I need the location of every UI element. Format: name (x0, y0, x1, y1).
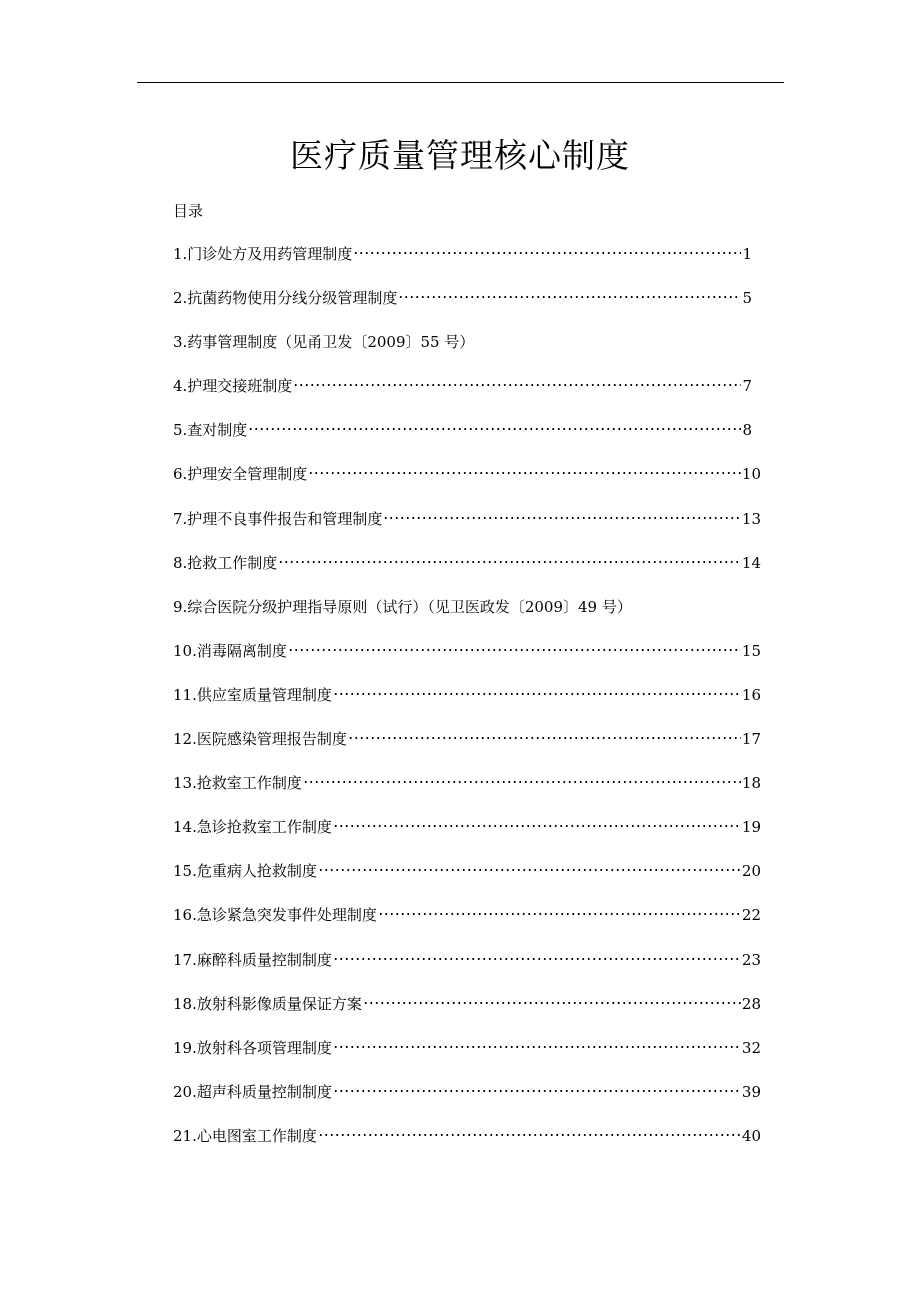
toc-entry[interactable] (173, 419, 752, 463)
toc-entry-label: 8.抢救工作制度 (173, 553, 278, 572)
dot-leader (333, 957, 741, 961)
toc-entry[interactable] (173, 375, 752, 419)
toc-entry[interactable] (173, 331, 773, 375)
dot-leader (318, 868, 741, 872)
toc-entry-page: 23 (741, 950, 761, 969)
toc-entry-label: 9.综合医院分级护理指导原则（试行）（见卫医政发〔2009〕49 号） (173, 597, 632, 616)
toc-entry-page: 32 (741, 1038, 761, 1057)
toc-entry[interactable] (173, 816, 761, 860)
toc-entry-label: 17.麻醉科质量控制制度 (173, 950, 332, 969)
dot-leader (308, 471, 741, 475)
dot-leader (333, 1089, 741, 1093)
toc-entry[interactable] (173, 243, 752, 287)
toc-entry-page: 39 (741, 1082, 761, 1101)
toc-entry-label: 1.门诊处方及用药管理制度 (173, 245, 353, 263)
toc-entry-page: 13 (741, 509, 761, 528)
toc-entry[interactable] (173, 949, 761, 993)
toc-entry[interactable] (173, 463, 761, 507)
dot-leader (333, 824, 741, 828)
dot-leader (378, 912, 741, 916)
dot-leader (288, 648, 741, 652)
toc-entry-page: 20 (741, 862, 761, 881)
toc-entry[interactable] (173, 287, 752, 331)
toc-entry-label: 12.医院感染管理报告制度 (173, 730, 347, 749)
dot-leader (333, 692, 741, 696)
header-rule (137, 82, 784, 83)
toc-entry-page: 40 (741, 1126, 761, 1145)
toc-entry-page: 28 (741, 994, 761, 1013)
toc-entry-label: 5.查对制度 (173, 421, 248, 440)
toc-entry-page: 16 (741, 685, 761, 704)
toc-entry[interactable] (173, 1037, 761, 1081)
dot-leader (248, 427, 741, 431)
dot-leader (333, 1045, 741, 1049)
toc-entry-page: 1 (742, 245, 752, 263)
toc-entry-label: 21.心电图室工作制度 (173, 1126, 317, 1145)
toc-entry-page: 17 (741, 730, 761, 749)
toc-entry[interactable] (173, 508, 761, 552)
toc-entry-label: 16.急诊紧急突发事件处理制度 (173, 906, 377, 925)
toc-entry-page: 10 (741, 465, 761, 484)
toc-entry-page: 7 (742, 377, 752, 396)
toc-heading: 目录 (173, 202, 204, 220)
toc-entry[interactable] (173, 904, 761, 948)
dot-leader (363, 1001, 741, 1005)
toc-entry-label: 7.护理不良事件报告和管理制度 (173, 509, 383, 528)
toc-entry-page: 15 (741, 641, 761, 660)
dot-leader (278, 560, 741, 564)
dot-leader (383, 516, 741, 520)
dot-leader (348, 736, 741, 740)
toc-entry-page: 22 (741, 906, 761, 925)
dot-leader (318, 1133, 741, 1137)
toc-entry-label: 13.抢救室工作制度 (173, 774, 302, 793)
toc-entry-label: 11.供应室质量管理制度 (173, 685, 332, 704)
toc-entry-label: 3.药事管理制度（见甬卫发〔2009〕55 号） (173, 333, 475, 352)
toc-entry-label: 2.抗菌药物使用分线分级管理制度 (173, 289, 398, 308)
toc-entry-page: 5 (742, 289, 752, 308)
toc-entry-label: 6.护理安全管理制度 (173, 465, 308, 484)
dot-leader (303, 780, 741, 784)
toc-entry-label: 15.危重病人抢救制度 (173, 862, 317, 881)
toc-entry[interactable] (173, 596, 773, 640)
toc-entry[interactable] (173, 1125, 761, 1169)
dot-leader (293, 383, 741, 387)
toc-entry-label: 18.放射科影像质量保证方案 (173, 994, 362, 1013)
toc-entry-page: 19 (741, 818, 761, 837)
toc-entry-label: 4.护理交接班制度 (173, 377, 293, 396)
dot-leader (353, 251, 741, 255)
document-title: 医疗质量管理核心制度 (290, 136, 630, 176)
toc-entry[interactable] (173, 552, 761, 596)
dot-leader (398, 295, 741, 299)
toc-entry[interactable] (173, 860, 761, 904)
toc-entry[interactable] (173, 684, 761, 728)
toc-entry-page: 8 (742, 421, 752, 440)
toc-entry-label: 10.消毒隔离制度 (173, 641, 287, 660)
table-of-contents (173, 243, 773, 1169)
toc-entry[interactable] (173, 993, 761, 1037)
toc-entry[interactable] (173, 1081, 761, 1125)
toc-entry-label: 19.放射科各项管理制度 (173, 1038, 332, 1057)
toc-entry[interactable] (173, 640, 761, 684)
toc-entry-label: 20.超声科质量控制制度 (173, 1082, 332, 1101)
toc-entry-page: 14 (741, 553, 761, 572)
toc-entry[interactable] (173, 728, 761, 772)
toc-entry-label: 14.急诊抢救室工作制度 (173, 818, 332, 837)
toc-entry[interactable] (173, 772, 761, 816)
toc-entry-page: 18 (741, 774, 761, 793)
